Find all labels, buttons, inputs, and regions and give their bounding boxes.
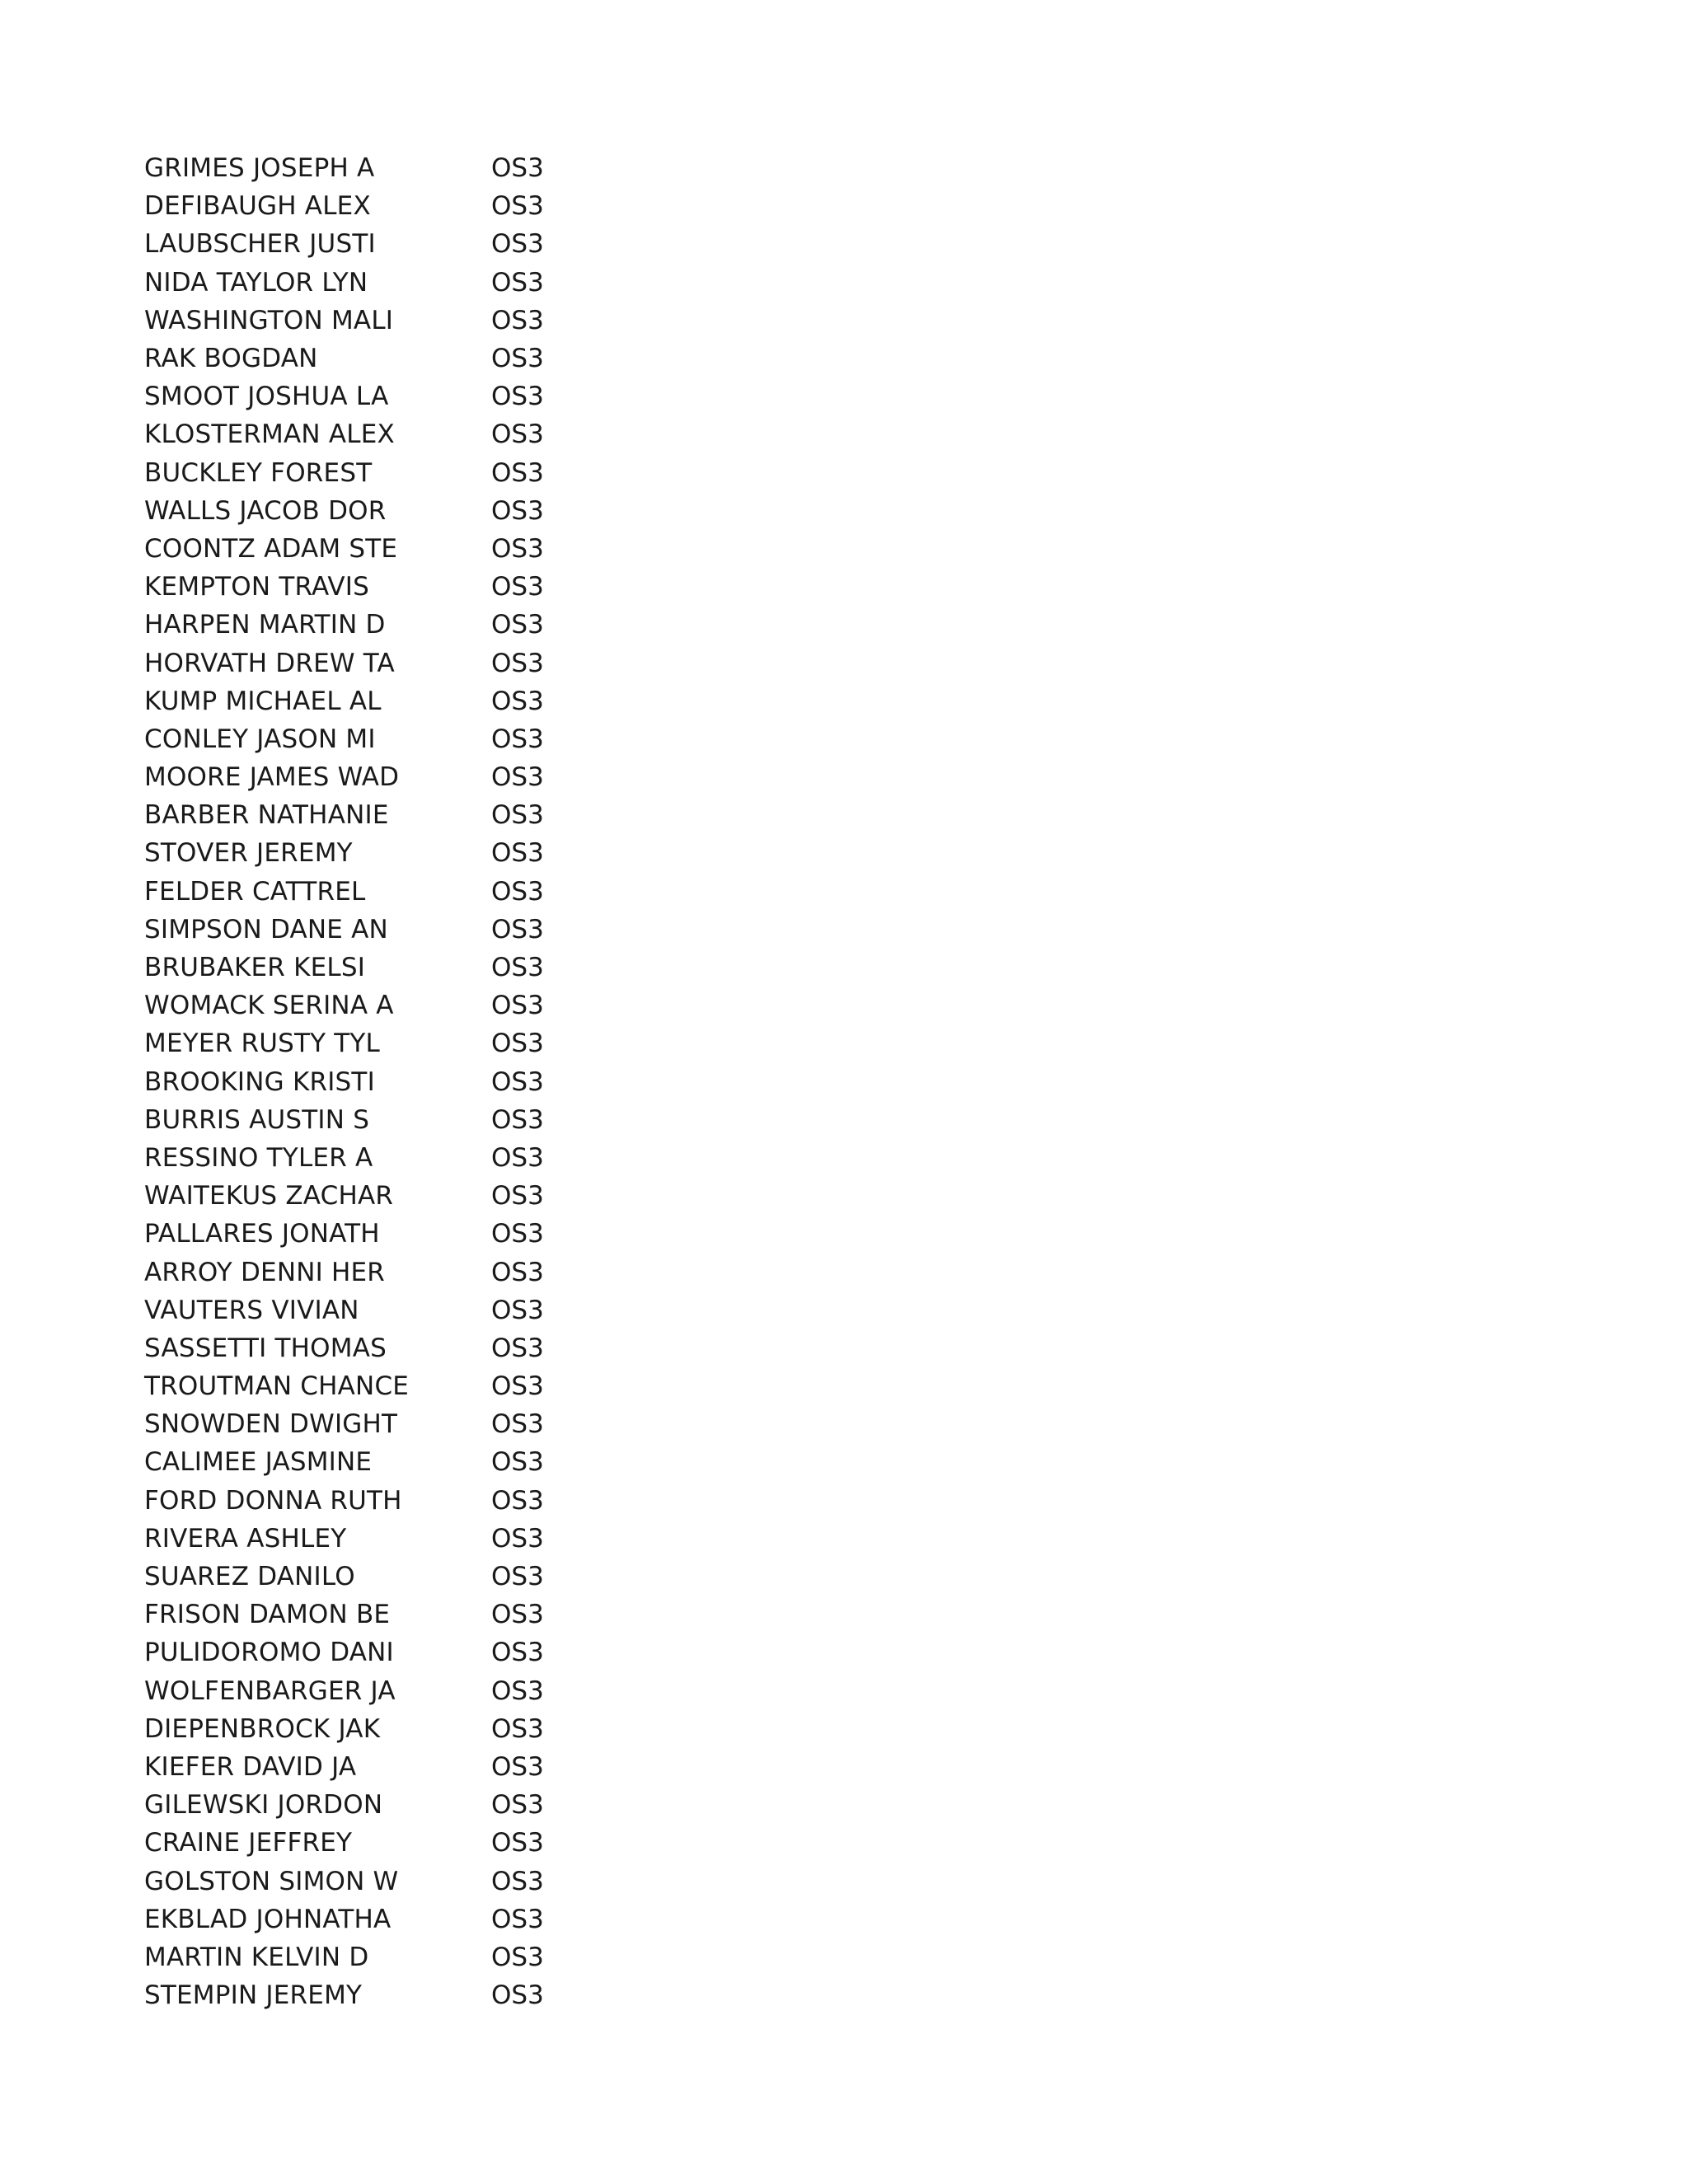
roster-row (144, 1329, 639, 1367)
member-rank: OS3 (491, 457, 544, 488)
member-rank: OS3 (491, 1219, 544, 1249)
member-name: KLOSTERMAN ALEX (144, 419, 395, 450)
member-rank: OS3 (491, 305, 544, 335)
roster-row (144, 911, 639, 949)
member-rank: OS3 (491, 1751, 544, 1782)
member-name: DIEPENBROCK JAK (144, 1713, 381, 1744)
member-rank: OS3 (491, 1371, 544, 1402)
member-rank: OS3 (491, 344, 544, 374)
member-name: BURRIS AUSTIN S (144, 1104, 370, 1135)
roster-row (144, 1063, 639, 1101)
roster-row (144, 1672, 639, 1710)
member-name: WAITEKUS ZACHAR (144, 1181, 394, 1212)
roster-row (144, 149, 639, 187)
member-rank: OS3 (491, 762, 544, 793)
member-name: COONTZ ADAM STE (144, 533, 398, 564)
roster-row (144, 1824, 639, 1862)
member-name: MARTIN KELVIN D (144, 1942, 369, 1972)
member-name: GOLSTON SIMON W (144, 1866, 399, 1896)
roster-row (144, 834, 639, 872)
member-name: EKBLAD JOHNATHA (144, 1904, 392, 1934)
member-rank: OS3 (491, 1104, 544, 1135)
member-name: WOLFENBARGER JA (144, 1675, 396, 1706)
member-name: ARROY DENNI HER (144, 1257, 386, 1287)
member-name: BRUBAKER KELSI (144, 953, 366, 983)
member-name: PALLARES JONATH (144, 1219, 380, 1249)
member-rank: OS3 (491, 953, 544, 983)
member-name: RIVERA ASHLEY (144, 1523, 347, 1554)
member-rank: OS3 (491, 229, 544, 260)
roster-row (144, 1976, 639, 2014)
member-name: GILEWSKI JORDON (144, 1790, 383, 1821)
roster-row (144, 1215, 639, 1253)
member-rank: OS3 (491, 1828, 544, 1858)
member-name: WOMACK SERINA A (144, 991, 394, 1021)
roster-row (144, 1101, 639, 1139)
member-rank: OS3 (491, 686, 544, 716)
roster-row (144, 1786, 639, 1824)
roster-row (144, 720, 639, 758)
roster-row (144, 758, 639, 796)
roster-row (144, 225, 639, 263)
member-name: BUCKLEY FOREST (144, 457, 373, 488)
roster-row (144, 340, 639, 377)
member-rank: OS3 (491, 800, 544, 831)
member-name: NIDA TAYLOR LYN (144, 267, 368, 298)
roster-row (144, 492, 639, 530)
roster-row (144, 415, 639, 453)
member-name: STOVER JEREMY (144, 838, 353, 869)
roster-row (144, 1520, 639, 1558)
member-rank: OS3 (491, 991, 544, 1021)
roster-row (144, 264, 639, 302)
roster-row (144, 1862, 639, 1900)
member-rank: OS3 (491, 1142, 544, 1173)
member-rank: OS3 (491, 382, 544, 412)
member-name: CONLEY JASON MI (144, 724, 376, 754)
member-rank: OS3 (491, 1942, 544, 1972)
roster-row (144, 1367, 639, 1405)
member-rank: OS3 (491, 648, 544, 678)
member-name: FELDER CATTREL (144, 876, 366, 907)
member-name: SIMPSON DANE AN (144, 914, 388, 944)
member-rank: OS3 (491, 1790, 544, 1821)
member-name: KIEFER DAVID JA (144, 1751, 357, 1782)
member-rank: OS3 (491, 1980, 544, 2011)
member-name: KEMPTON TRAVIS (144, 572, 370, 602)
member-rank: OS3 (491, 838, 544, 869)
member-name: CRAINE JEFFREY (144, 1828, 353, 1858)
member-name: MEYER RUSTY TYL (144, 1029, 381, 1059)
member-name: SNOWDEN DWIGHT (144, 1409, 398, 1440)
member-name: FRISON DAMON BE (144, 1600, 391, 1630)
roster-row (144, 682, 639, 720)
roster-row (144, 1177, 639, 1215)
member-rank: OS3 (491, 1638, 544, 1668)
member-rank: OS3 (491, 1675, 544, 1706)
roster-row (144, 606, 639, 644)
member-name: BARBER NATHANIE (144, 800, 389, 831)
roster-row (144, 1139, 639, 1177)
roster-row (144, 1748, 639, 1786)
member-name: CALIMEE JASMINE (144, 1447, 373, 1478)
member-name: SMOOT JOSHUA LA (144, 382, 389, 412)
member-name: GRIMES JOSEPH A (144, 153, 375, 184)
member-name: LAUBSCHER JUSTI (144, 229, 376, 260)
member-name: MOORE JAMES WAD (144, 762, 400, 793)
member-rank: OS3 (491, 876, 544, 907)
member-rank: OS3 (491, 1333, 544, 1363)
member-rank: OS3 (491, 1562, 544, 1592)
roster-row (144, 1710, 639, 1748)
member-rank: OS3 (491, 1257, 544, 1287)
roster-row (144, 987, 639, 1024)
member-rank: OS3 (491, 610, 544, 640)
member-name: STEMPIN JEREMY (144, 1980, 363, 2011)
roster-row (144, 377, 639, 415)
member-name: VAUTERS VIVIAN (144, 1295, 359, 1325)
member-rank: OS3 (491, 1485, 544, 1516)
member-rank: OS3 (491, 419, 544, 450)
roster-row (144, 644, 639, 682)
member-rank: OS3 (491, 724, 544, 754)
member-rank: OS3 (491, 495, 544, 526)
member-rank: OS3 (491, 1409, 544, 1440)
member-rank: OS3 (491, 1295, 544, 1325)
member-name: RESSINO TYLER A (144, 1142, 373, 1173)
member-name: HORVATH DREW TA (144, 648, 395, 678)
roster-list (144, 149, 639, 2014)
member-name: BROOKING KRISTI (144, 1066, 375, 1097)
member-rank: OS3 (491, 267, 544, 298)
member-rank: OS3 (491, 1447, 544, 1478)
member-rank: OS3 (491, 914, 544, 944)
roster-row (144, 1443, 639, 1481)
member-rank: OS3 (491, 1181, 544, 1212)
roster-row (144, 949, 639, 987)
member-name: PULIDOROMO DANI (144, 1638, 394, 1668)
member-rank: OS3 (491, 572, 544, 602)
member-name: TROUTMAN CHANCE (144, 1371, 410, 1402)
member-rank: OS3 (491, 1029, 544, 1059)
member-name: SUAREZ DANILO (144, 1562, 355, 1592)
member-rank: OS3 (491, 191, 544, 222)
member-rank: OS3 (491, 533, 544, 564)
member-rank: OS3 (491, 153, 544, 184)
roster-row (144, 796, 639, 834)
roster-row (144, 568, 639, 606)
member-rank: OS3 (491, 1066, 544, 1097)
member-rank: OS3 (491, 1904, 544, 1934)
member-name: HARPEN MARTIN D (144, 610, 386, 640)
member-name: DEFIBAUGH ALEX (144, 191, 371, 222)
roster-row (144, 1405, 639, 1443)
member-rank: OS3 (491, 1866, 544, 1896)
roster-row (144, 530, 639, 568)
member-name: FORD DONNA RUTH (144, 1485, 402, 1516)
roster-row (144, 1024, 639, 1062)
member-rank: OS3 (491, 1600, 544, 1630)
member-name: SASSETTI THOMAS (144, 1333, 387, 1363)
roster-row (144, 1900, 639, 1938)
roster-row (144, 454, 639, 492)
roster-row (144, 1633, 639, 1671)
member-name: KUMP MICHAEL AL (144, 686, 382, 716)
roster-row (144, 1253, 639, 1291)
member-name: RAK BOGDAN (144, 344, 318, 374)
roster-row (144, 1291, 639, 1329)
roster-row (144, 1558, 639, 1596)
roster-row (144, 187, 639, 225)
roster-row (144, 1596, 639, 1633)
member-name: WALLS JACOB DOR (144, 495, 387, 526)
member-rank: OS3 (491, 1523, 544, 1554)
member-rank: OS3 (491, 1713, 544, 1744)
roster-row (144, 873, 639, 911)
roster-row (144, 1938, 639, 1976)
roster-row (144, 1482, 639, 1520)
member-name: WASHINGTON MALI (144, 305, 394, 335)
roster-row (144, 302, 639, 340)
